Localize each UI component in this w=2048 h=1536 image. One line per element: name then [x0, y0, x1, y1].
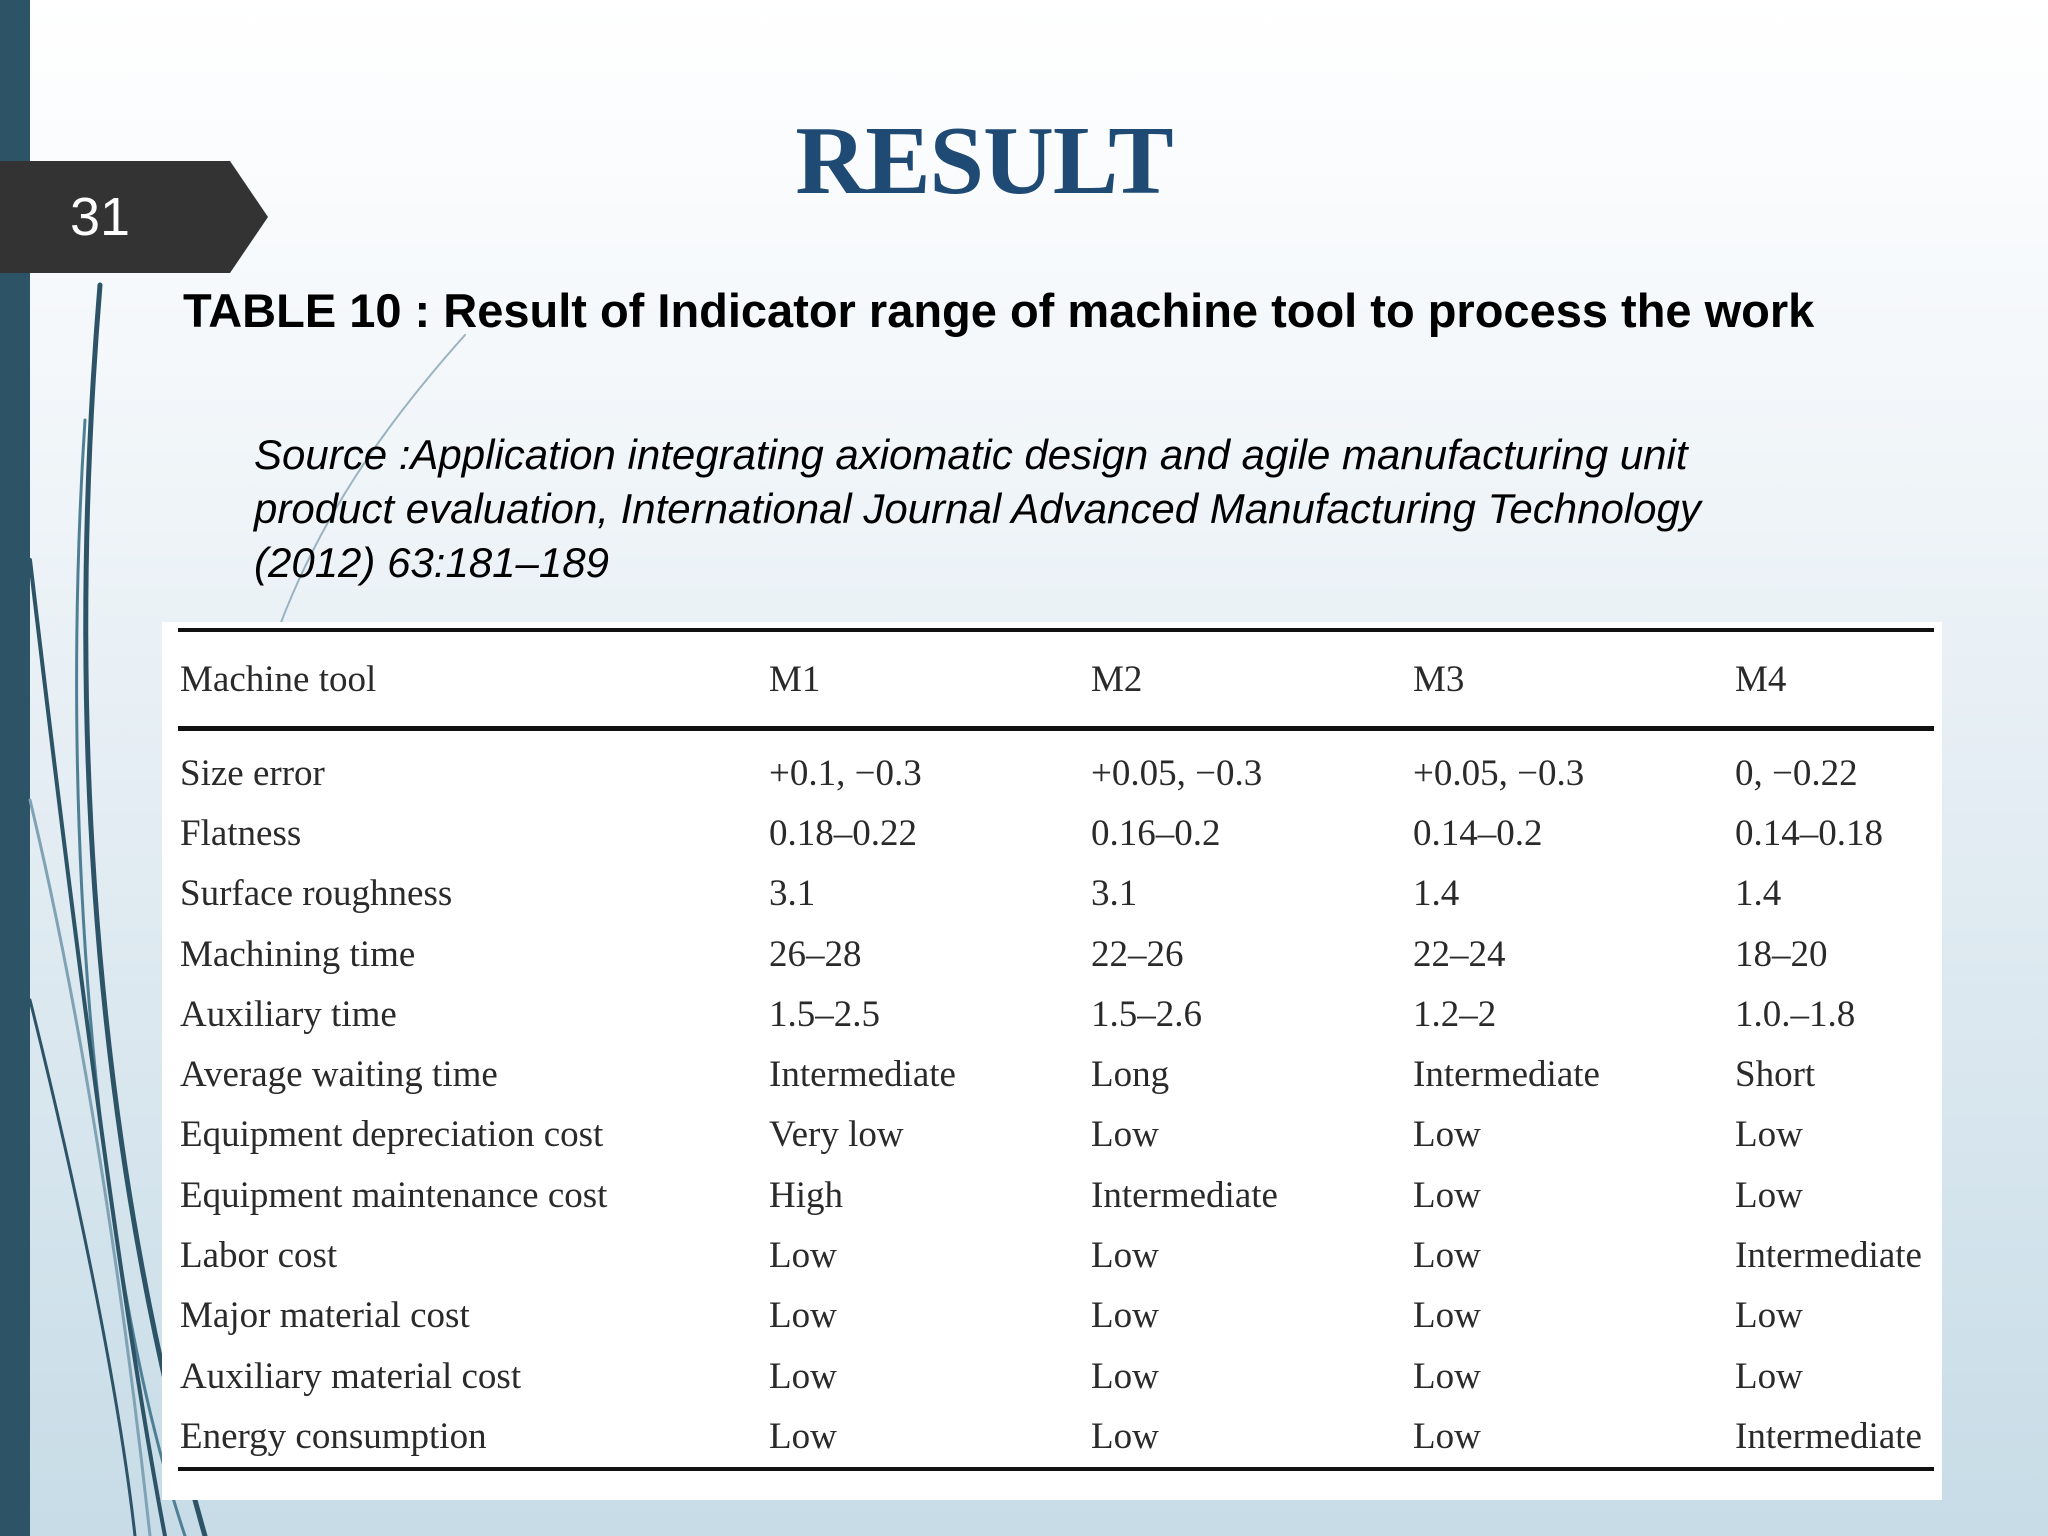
row-label: Labor cost [180, 1235, 338, 1277]
row-label: Equipment depreciation cost [180, 1114, 604, 1156]
cell-m3: Low [1411, 1406, 1733, 1468]
cell-m1: 1.5–2.5 [769, 993, 880, 1035]
cell-m1: 0.18–0.22 [769, 812, 917, 854]
cell-m1: Intermediate [769, 1054, 956, 1096]
cell-m1: +0.1, −0.3 [769, 752, 922, 794]
row-label: Energy consumption [178, 1406, 767, 1468]
row-label: Flatness [180, 812, 302, 854]
result-table-panel [162, 622, 1942, 1500]
table-row [178, 1286, 1934, 1346]
cell-m4: 18–20 [1735, 933, 1828, 975]
cell-m1: Low [769, 1355, 837, 1397]
slide-number: 31 [69, 187, 131, 247]
row-label: Equipment maintenance cost [180, 1174, 608, 1216]
cell-m4: Low [1735, 1355, 1803, 1397]
table-row [178, 803, 1934, 863]
table-row [178, 924, 1934, 984]
cell-m2: Intermediate [1091, 1174, 1278, 1216]
row-label: Auxiliary material cost [180, 1355, 522, 1397]
header-m2: M2 [1089, 630, 1411, 729]
cell-m4: 1.0.–1.8 [1735, 993, 1856, 1035]
cell-m1: Low [767, 1406, 1089, 1468]
cell-m4: Low [1735, 1114, 1803, 1156]
cell-m2: 0.16–0.2 [1091, 812, 1221, 854]
cell-m1: Low [769, 1295, 837, 1337]
cell-m2: 3.1 [1091, 873, 1138, 915]
table-row [178, 864, 1934, 924]
cell-m3: Low [1413, 1114, 1481, 1156]
table-row [178, 729, 1934, 804]
deco-curve-4 [30, 800, 150, 1536]
cell-m4: Low [1735, 1174, 1803, 1216]
cell-m2: Low [1091, 1295, 1159, 1337]
cell-m2: Low [1091, 1235, 1159, 1277]
cell-m3: Low [1413, 1174, 1481, 1216]
table-body [178, 729, 1934, 1469]
cell-m4: Intermediate [1733, 1406, 1934, 1468]
cell-m2: 22–26 [1091, 933, 1184, 975]
cell-m4: 0.14–0.18 [1735, 812, 1883, 854]
slide-title: RESULT [795, 107, 1173, 215]
cell-m3: 22–24 [1413, 933, 1506, 975]
cell-m4: 1.4 [1735, 873, 1782, 915]
cell-m3: Low [1413, 1235, 1481, 1277]
table-row [178, 1225, 1934, 1285]
cell-m4: 0, −0.22 [1735, 752, 1858, 794]
row-label: Average waiting time [180, 1054, 498, 1096]
cell-m3: +0.05, −0.3 [1413, 752, 1585, 794]
cell-m2: 1.5–2.6 [1091, 993, 1202, 1035]
cell-m2: +0.05, −0.3 [1091, 752, 1263, 794]
cell-m1: Very low [769, 1114, 904, 1156]
cell-m2: Low [1089, 1406, 1411, 1468]
header-m4: M4 [1733, 630, 1934, 729]
cell-m4: Low [1735, 1295, 1803, 1337]
source-line-3: (2012) 63:181–189 [254, 539, 609, 586]
header-m1: M1 [767, 630, 1089, 729]
cell-m1: High [769, 1174, 843, 1216]
cell-m3: Low [1413, 1355, 1481, 1397]
table-row [178, 1044, 1934, 1104]
table-row [178, 1165, 1934, 1225]
cell-m4: Intermediate [1735, 1235, 1922, 1277]
table-row [178, 1105, 1934, 1165]
cell-m2: Low [1091, 1355, 1159, 1397]
row-label: Auxiliary time [180, 993, 397, 1035]
row-label: Size error [180, 752, 325, 794]
cell-m3: Intermediate [1413, 1054, 1600, 1096]
cell-m3: Low [1413, 1295, 1481, 1337]
header-m3: M3 [1411, 630, 1733, 729]
header-machine-tool: Machine tool [178, 630, 767, 729]
cell-m3: 1.4 [1413, 873, 1460, 915]
cell-m1: Low [769, 1235, 837, 1277]
table-row [178, 984, 1934, 1044]
result-table [178, 628, 1934, 1471]
cell-m1: 3.1 [769, 873, 816, 915]
cell-m3: 1.2–2 [1413, 993, 1497, 1035]
table-row [178, 1406, 1934, 1468]
cell-m4: Short [1735, 1054, 1816, 1096]
row-label: Machining time [180, 933, 416, 975]
source-citation [254, 428, 1954, 590]
cell-m3: 0.14–0.2 [1413, 812, 1543, 854]
row-label: Surface roughness [180, 873, 453, 915]
table-row [178, 1346, 1934, 1406]
cell-m2: Long [1091, 1054, 1170, 1096]
row-label: Major material cost [180, 1295, 470, 1337]
cell-m1: 26–28 [769, 933, 862, 975]
source-line-2: product evaluation, International Journal Advanced Manufacturing Technology [254, 485, 1701, 532]
source-line-1: Source :Application integrating axiomatic design and agile manufacturing unit [254, 431, 1688, 478]
table-header-row [178, 630, 1934, 729]
table-caption: TABLE 10 : Result of Indicator range of machine tool to process the work [183, 284, 1815, 337]
cell-m2: Low [1091, 1114, 1159, 1156]
